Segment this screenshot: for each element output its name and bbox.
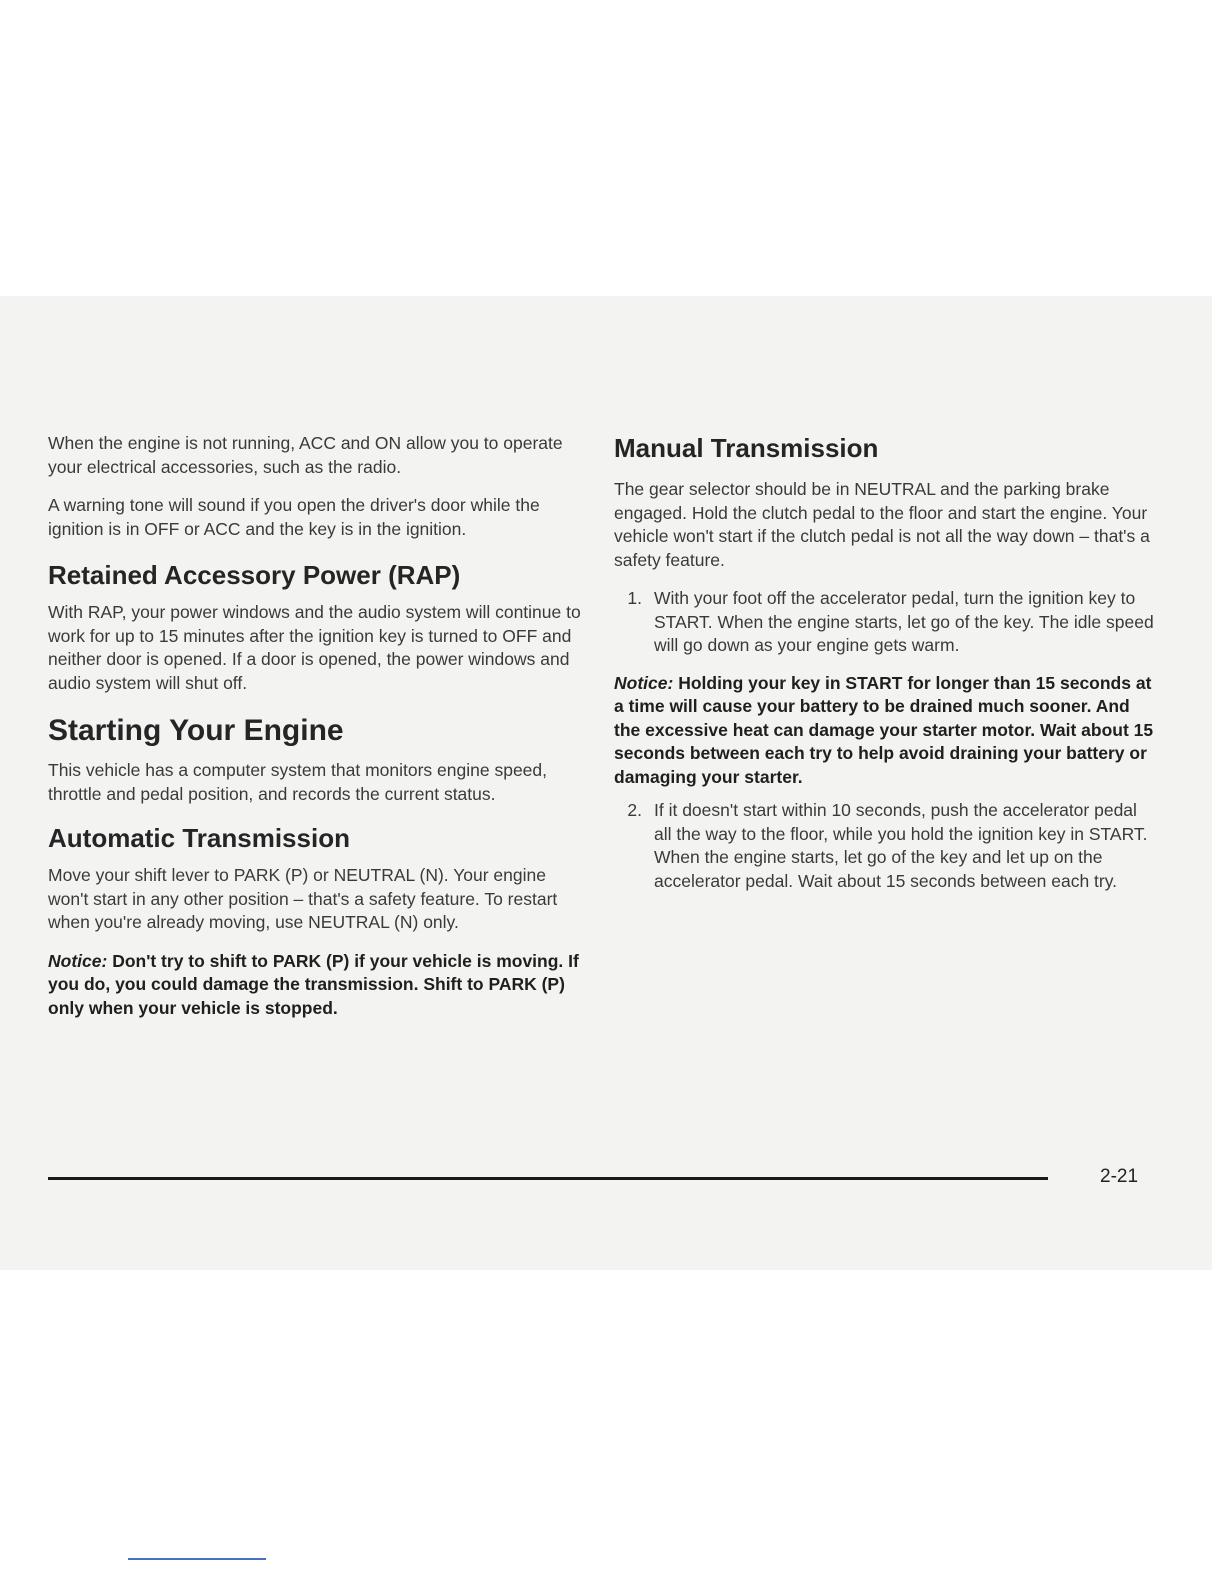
notice-text: Holding your key in START for longer than 15 seconds at a time will cause your battery to be drained much sooner. And the excessive heat can damage your starter motor. Wait about 15 seconds between each try to help avoid draining your battery or damaging your starter. bbox=[614, 672, 1154, 787]
step-2-number: 2. bbox=[627, 800, 642, 820]
rap-heading: Retained Accessory Power (RAP) bbox=[48, 560, 461, 590]
intro-paragraph-1: When the engine is not running, ACC and ON allow you to operate your electrical accessories, such as the radio. bbox=[48, 433, 563, 477]
step-1-number: 1. bbox=[627, 588, 642, 608]
manual-transmission-paragraph: The gear selector should be in NEUTRAL and the parking brake engaged. Hold the clutch pedal to the floor and start the engine. Your vehicle won't start if the clutch pedal is not all the way down – that's a safety feature. bbox=[614, 479, 1150, 570]
step-2 bbox=[614, 799, 1154, 893]
intro-paragraph-2: A warning tone will sound if you open the driver's door while the ignition is in OFF or ACC and the key is in the ignition. bbox=[48, 495, 540, 539]
footer-rule bbox=[48, 1177, 1048, 1180]
rap-paragraph: With RAP, your power windows and the audio system will continue to work for up to 15 minutes after the ignition key is turned to OFF and neither door is opened. If a door is opened, the power windows and audio system will shut off. bbox=[48, 602, 581, 693]
notice-text: Don't try to shift to PARK (P) if your vehicle is moving. If you do, you could damage the transmission. Shift to PARK (P) only when your vehicle is stopped. bbox=[48, 950, 579, 1018]
notice-label: Notice: bbox=[48, 950, 108, 971]
right-column bbox=[614, 432, 1154, 907]
manual-transmission-heading: Manual Transmission bbox=[614, 433, 879, 463]
step-1 bbox=[614, 587, 1154, 658]
automatic-transmission-heading: Automatic Transmission bbox=[48, 823, 350, 853]
automatic-notice bbox=[48, 950, 583, 1021]
notice-label: Notice: bbox=[614, 672, 674, 693]
manual-notice bbox=[614, 672, 1154, 790]
step-2-text: If it doesn't start within 10 seconds, push the accelerator pedal all the way to the floor, while you hold the ignition key in START. When the engine starts, let go of the key and let up on the accelerator pedal. Wait about 15 seconds between each try. bbox=[654, 800, 1148, 891]
starting-engine-paragraph: This vehicle has a computer system that monitors engine speed, throttle and pedal position, and records the current status. bbox=[48, 760, 547, 804]
left-column bbox=[48, 432, 583, 1030]
step-1-text: With your foot off the accelerator pedal, turn the ignition key to START. When the engine starts, let go of the key. The idle speed will go down as your engine gets warm. bbox=[654, 588, 1154, 655]
starting-engine-heading: Starting Your Engine bbox=[48, 714, 344, 747]
decorative-underline bbox=[128, 1558, 266, 1560]
automatic-transmission-paragraph: Move your shift lever to PARK (P) or NEUTRAL (N). Your engine won't start in any other position – that's a safety feature. To restart when you're already moving, use NEUTRAL (N) only. bbox=[48, 865, 558, 932]
page-number: 2-21 bbox=[1100, 1166, 1139, 1187]
